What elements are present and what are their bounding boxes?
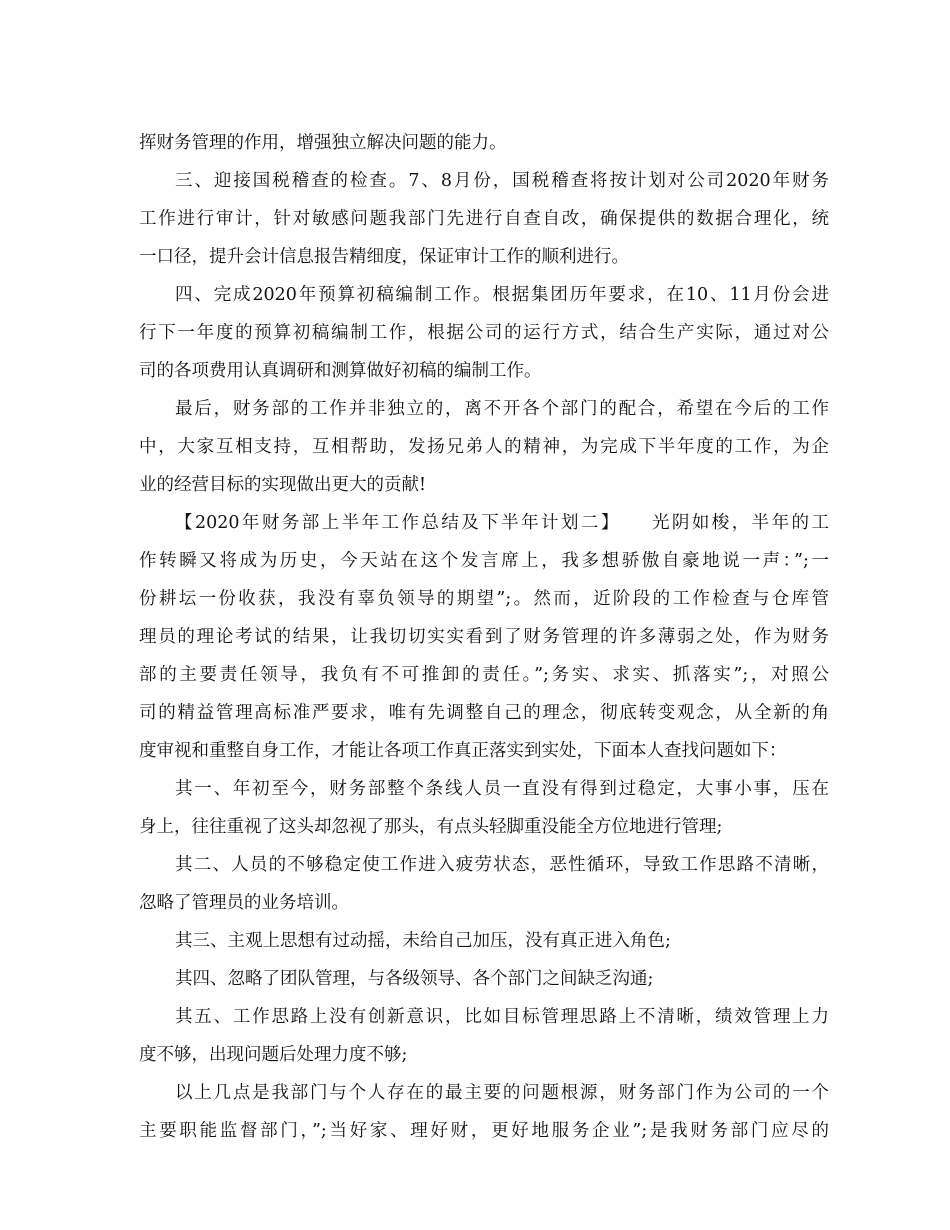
text-line-9: 中，大家互相支持，互相帮助，发扬兄弟人的精神，为完成下半年度的工作，为企 xyxy=(139,437,829,457)
text-line-18: 其一、年初至今，财务部整个条线人员一直没有得到过稳定，大事小事，压在 xyxy=(175,779,829,799)
section-heading-line: 【2020年财务部上半年工作总结及下半年计划二】 光阴如梭，半年的工 xyxy=(175,513,829,533)
text-line-3: 工作进行审计，针对敏感问题我部门先进行自查自改，确保提供的数据合理化，统 xyxy=(139,209,829,229)
text-line-13: 份耕坛一份收获，我没有辜负领导的期望”;。然而，近阶段的工作检查与仓库管 xyxy=(139,589,829,609)
text-line-21: 忽略了管理员的业务培训。 xyxy=(139,893,349,913)
text-line-24: 其五、工作思路上没有创新意识，比如目标管理思路上不清晰，绩效管理上力 xyxy=(175,1007,829,1027)
text-line-12: 作转瞬又将成为历史，今天站在这个发言席上，我多想骄傲自豪地说一声：”;一 xyxy=(139,551,829,571)
text-line-25: 度不够，出现问题后处理力度不够; xyxy=(139,1045,408,1065)
text-line-20: 其二、人员的不够稳定使工作进入疲劳状态，恶性循环，导致工作思路不清晰， xyxy=(175,855,829,875)
text-line-6: 行下一年度的预算初稿编制工作，根据公司的运行方式，结合生产实际，通过对公 xyxy=(139,323,829,343)
text-line-14: 理员的理论考试的结果，让我切切实实看到了财务管理的许多薄弱之处，作为财务 xyxy=(139,627,829,647)
text-line-5: 四、完成2020年预算初稿编制工作。根据集团历年要求，在10、11月份会进 xyxy=(175,285,829,305)
text-line-2: 三、迎接国税稽查的检查。7、8月份，国税稽查将按计划对公司2020年财务 xyxy=(175,171,829,191)
text-line-10: 业的经营目标的实现做出更大的贡献! xyxy=(139,475,427,495)
text-line-4: 一口径，提升会计信息报告精细度，保证审计工作的顺利进行。 xyxy=(139,247,629,267)
text-line-26: 以上几点是我部门与个人存在的最主要的问题根源，财务部门作为公司的一个 xyxy=(175,1083,829,1103)
text-line-8: 最后，财务部的工作并非独立的，离不开各个部门的配合，希望在今后的工作 xyxy=(175,399,829,419)
text-line-23: 其四、忽略了团队管理，与各级领导、各个部门之间缺乏沟通; xyxy=(175,969,654,989)
text-line-7: 司的各项费用认真调研和测算做好初稿的编制工作。 xyxy=(139,361,542,381)
text-line-17: 度审视和重整自身工作，才能让各项工作真正落实到实处，下面本人查找问题如下： xyxy=(139,741,787,761)
text-line-16: 司的精益管理高标准严要求，唯有先调整自己的理念，彻底转变观念，从全新的角 xyxy=(139,703,829,723)
text-line-22: 其三、主观上思想有过动摇，未给自己加压，没有真正进入角色; xyxy=(175,931,671,951)
text-line-27: 主要职能监督部门，”;当好家、理好财，更好地服务企业”;是我财务部门应尽的 xyxy=(139,1121,829,1141)
text-line-1: 挥财务管理的作用，增强独立解决问题的能力。 xyxy=(139,133,507,153)
text-line-19: 身上，往往重视了这头却忽视了那头，有点头轻脚重没能全方位地进行管理; xyxy=(139,817,723,837)
text-line-15: 部的主要责任领导，我负有不可推卸的责任。”;务实、求实、抓落实”;，对照公 xyxy=(139,665,829,685)
